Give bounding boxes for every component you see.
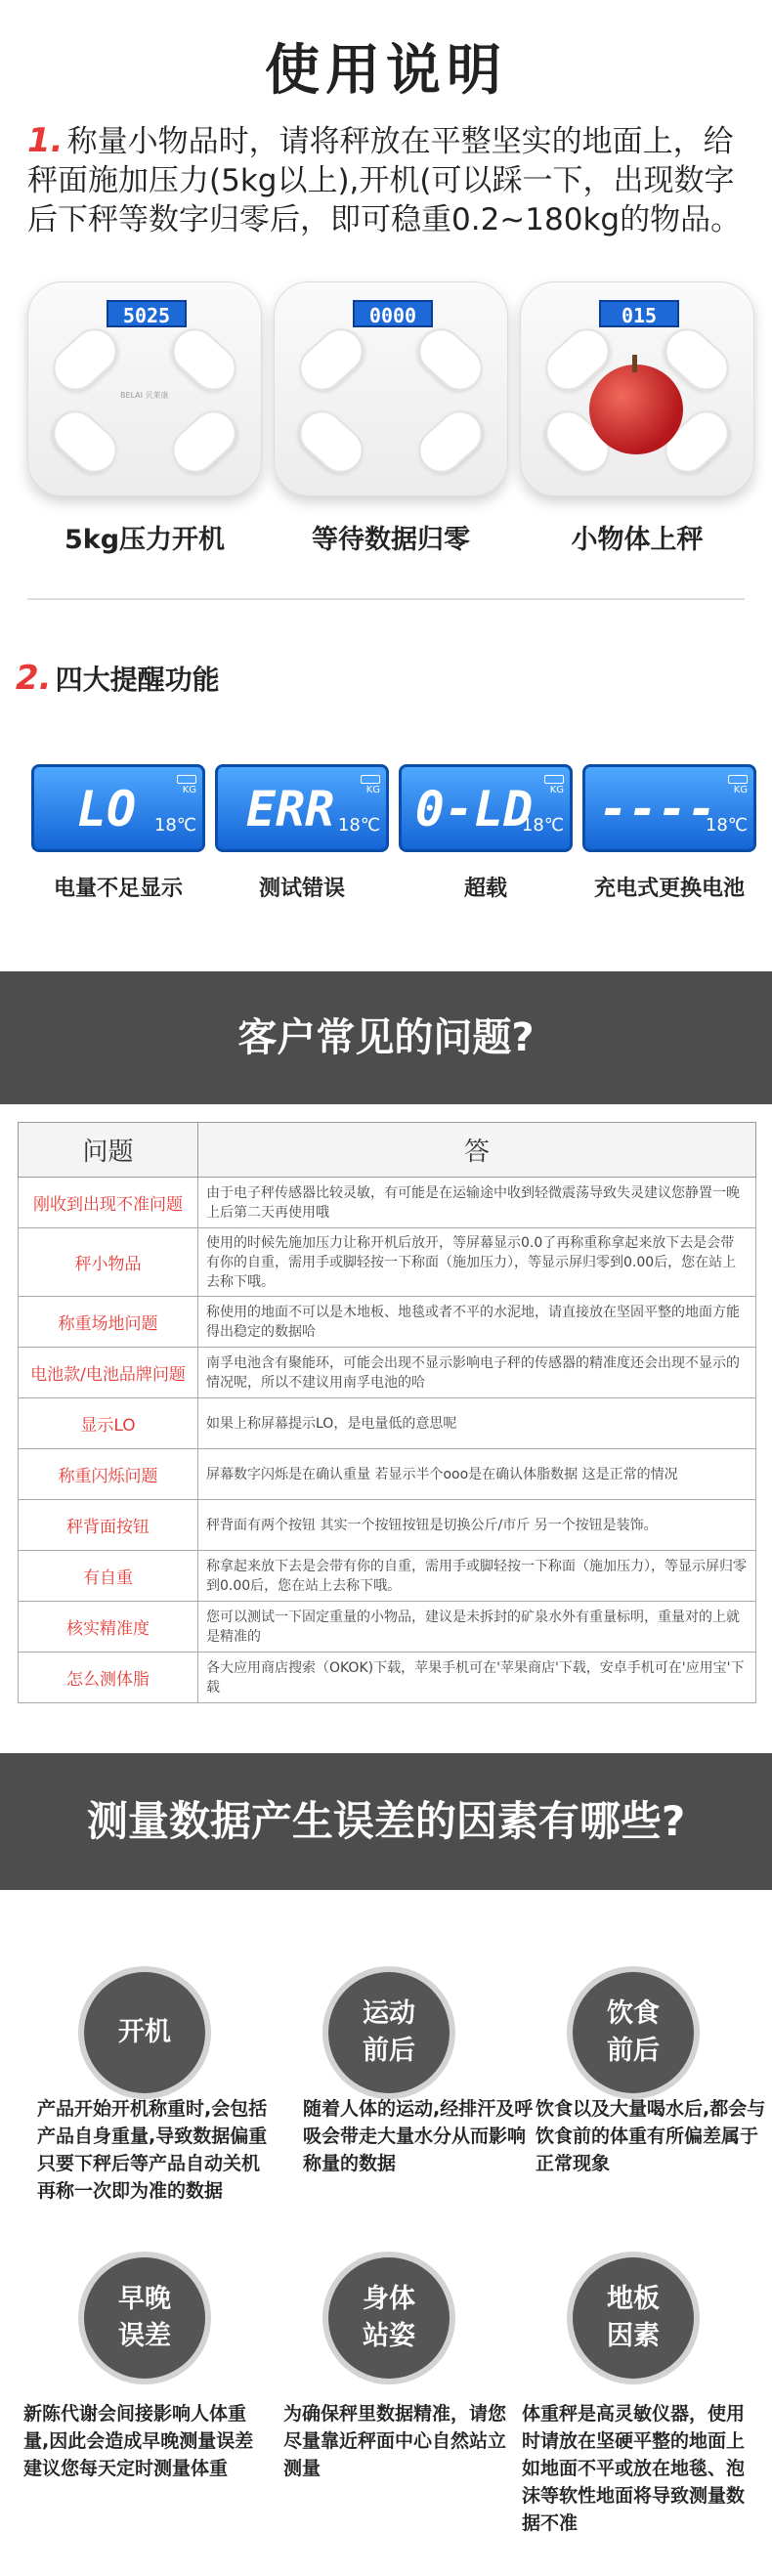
- electrode-pad: [44, 320, 126, 400]
- factor-circle-floor: [573, 2257, 694, 2379]
- factor-circle-exercise: [328, 1972, 450, 2093]
- factor-text: 产品开始开机称重时,会包括产品自身重量,导致数据偏重只要下秤后等产品自动关机再称一次即为准的数据: [37, 2098, 268, 2202]
- scale-caption: 小物体上秤: [571, 525, 704, 555]
- faq-question: 显示LO: [19, 1398, 198, 1449]
- factor-label: 运动前后: [363, 1998, 415, 2066]
- factor-circle-diet: [573, 1972, 694, 2093]
- faq-question: 核实精准度: [19, 1602, 198, 1653]
- alert-caption: 超载: [463, 877, 507, 901]
- faq-question: 称重场地问题: [19, 1297, 198, 1348]
- faq-answer: 各大应用商店搜索（OKOK)下载，苹果手机可在'苹果商店'下载，安卓手机可在'应用宝'下载: [198, 1653, 756, 1703]
- lcd-alert-error: [215, 764, 389, 852]
- lcd-alert-replace-battery: [582, 764, 756, 852]
- lcd-unit: KG: [182, 785, 196, 795]
- electrode-pad: [44, 402, 126, 482]
- column-header-question: 问题: [19, 1123, 198, 1178]
- electrode-pad: [409, 320, 492, 400]
- electrode-pad: [163, 402, 245, 482]
- step-number: 1.: [27, 121, 64, 160]
- factors-banner: 测量数据产生误差的因素有哪些?: [0, 1753, 772, 1890]
- faq-question: 怎么测体脂: [19, 1653, 198, 1703]
- lcd-alert-low-battery: [31, 764, 205, 852]
- section-heading-text: 四大提醒功能: [55, 664, 220, 696]
- table-row: [19, 1500, 756, 1551]
- faq-answer: 您可以测试一下固定重量的小物品，建议是未拆封的矿泉水外有重量标明，重量对的上就是精准的: [198, 1602, 756, 1653]
- factor-label: 身体站姿: [363, 2284, 415, 2351]
- faq-question: 秤背面按钮: [19, 1500, 198, 1551]
- step-number: 2.: [16, 659, 52, 698]
- lcd-unit: KG: [365, 785, 380, 795]
- section-heading: [16, 659, 220, 698]
- alert-caption: 电量不足显示: [53, 877, 183, 901]
- faq-question: 秤小物品: [19, 1228, 198, 1297]
- lcd-temp: 18℃: [153, 815, 196, 836]
- faq-question: 称重闪烁问题: [19, 1449, 198, 1500]
- faq-answer: 南孚电池含有聚能环，可能会出现不显示影响电子秤的传感器的精准度还会出现不显示的情况呢，所以不建议用南孚电池的哈: [198, 1348, 756, 1398]
- lcd-unit: KG: [549, 785, 564, 795]
- lcd-temp: 18℃: [337, 815, 380, 836]
- faq-answer: 秤背面有两个按钮 其实一个按钮按钮是切换公斤/市斤 另一个按钮是装饰。: [198, 1500, 756, 1551]
- faq-question: 刚收到出现不准问题: [19, 1178, 198, 1228]
- battery-icon: [177, 775, 196, 784]
- table-row: [19, 1602, 756, 1653]
- table-row: [19, 1228, 756, 1297]
- electrode-pad: [290, 402, 372, 482]
- scale-image-small-object: [520, 281, 754, 496]
- factor-label: 地板因素: [607, 2284, 660, 2351]
- lcd-code: LO: [76, 781, 137, 837]
- battery-icon: [728, 775, 748, 784]
- faq-table: [18, 1122, 756, 1703]
- faq-answer: 屏幕数字闪烁是在确认重量 若显示半个ooo是在确认体脂数据 这是正常的情况: [198, 1449, 756, 1500]
- table-row: [19, 1449, 756, 1500]
- table-row: [19, 1178, 756, 1228]
- scale-display: 0000: [353, 300, 433, 327]
- table-row: [19, 1551, 756, 1602]
- lcd-unit: KG: [733, 785, 748, 795]
- factor-label: 开机: [118, 2017, 171, 2047]
- battery-icon: [361, 775, 380, 784]
- page-title: 使用说明: [265, 39, 507, 103]
- factor-text: 体重秤是高灵敏仪器，使用时请放在坚硬平整的地面上如地面不平或放在地毯、泡沫等软性地面将导致测量数据不准: [522, 2403, 746, 2534]
- battery-icon: [544, 775, 564, 784]
- electrode-pad: [290, 320, 372, 400]
- scale-image-zeroing: [274, 281, 508, 496]
- table-header-row: [19, 1123, 756, 1178]
- faq-banner: 客户常见的问题?: [0, 971, 772, 1104]
- factor-circle-power-on: [84, 1972, 205, 2093]
- faq-question: 电池款/电池品牌问题: [19, 1348, 198, 1398]
- faq-answer: 使用的时候先施加压力让称开机后放开，等屏幕显示0.0了再称重称拿起来放下去是会带有你的自重，需用手或脚轻按一下称面（施加压力），等显示屏归零到0.00后，您在站上去称下哦。: [198, 1228, 756, 1297]
- scale-image-power-on: [27, 281, 262, 496]
- table-row: [19, 1398, 756, 1449]
- lcd-temp: 18℃: [705, 815, 748, 836]
- faq-answer: 称使用的地面不可以是木地板、地毯或者不平的水泥地，请直接放在坚固平整的地面方能得出稳定的数据哈: [198, 1297, 756, 1348]
- usage-text: 称量小物品时，请将秤放在平整坚实的地面上，给秤面施加压力(5kg以上),开机(可以踩一下，出现数字后下秤等数字归零后，即可稳重0.2~180kg的物品。: [27, 124, 742, 237]
- electrode-pad: [163, 320, 245, 400]
- table-row: [19, 1297, 756, 1348]
- lcd-code: 0-LD: [414, 781, 534, 837]
- factor-circle-posture: [328, 2257, 450, 2379]
- scale-display: 5025: [107, 300, 187, 327]
- factor-label: 早晚误差: [118, 2284, 171, 2351]
- divider: [27, 598, 745, 600]
- table-row: [19, 1348, 756, 1398]
- scale-display: 015: [599, 300, 679, 327]
- table-row: [19, 1653, 756, 1703]
- lcd-alert-overload: [399, 764, 573, 852]
- faq-answer: 由于电子秤传感器比较灵敏，有可能是在运输途中收到轻微震荡导致失灵建议您静置一晚上后第二天再使用哦: [198, 1178, 756, 1228]
- scale-brand: BELAI 贝莱康: [120, 391, 169, 400]
- lcd-code: ----: [598, 781, 717, 837]
- lcd-temp: 18℃: [521, 815, 564, 836]
- factor-text: 新陈代谢会间接影响人体重量,因此会造成早晚测量误差建议您每天定时测量体重: [23, 2403, 254, 2479]
- factor-text: 饮食以及大量喝水后,都会与饮食前的体重有所偏差属于正常现象: [536, 2098, 766, 2174]
- electrode-pad: [409, 402, 492, 482]
- apple-stem: [632, 355, 637, 372]
- faq-question: 有自重: [19, 1551, 198, 1602]
- faq-answer: 称拿起来放下去是会带有你的自重，需用手或脚轻按一下称面（施加压力），等显示屏归零到0.00后，您在站上去称下哦。: [198, 1551, 756, 1602]
- column-header-answer: 答: [198, 1123, 756, 1178]
- alert-caption: 测试错误: [258, 877, 345, 901]
- factor-circle-morning-evening: [84, 2257, 205, 2379]
- apple-image: [589, 365, 683, 454]
- scale-caption: 5kg压力开机: [64, 525, 226, 555]
- usage-instruction: [27, 121, 751, 239]
- scale-caption: 等待数据归零: [312, 525, 470, 555]
- faq-answer: 如果上称屏幕提示LO，是电量低的意思呢: [198, 1398, 756, 1449]
- factor-label: 饮食前后: [607, 1998, 660, 2066]
- factor-text: 随着人体的运动,经排汗及呼吸会带走大量水分从而影响称量的数据: [303, 2098, 534, 2174]
- alert-caption: 充电式更换电池: [593, 877, 745, 901]
- lcd-code: ERR: [245, 781, 335, 837]
- factor-text: 为确保秤里数据精准，请您尽量靠近秤面中心自然站立测量: [283, 2403, 507, 2479]
